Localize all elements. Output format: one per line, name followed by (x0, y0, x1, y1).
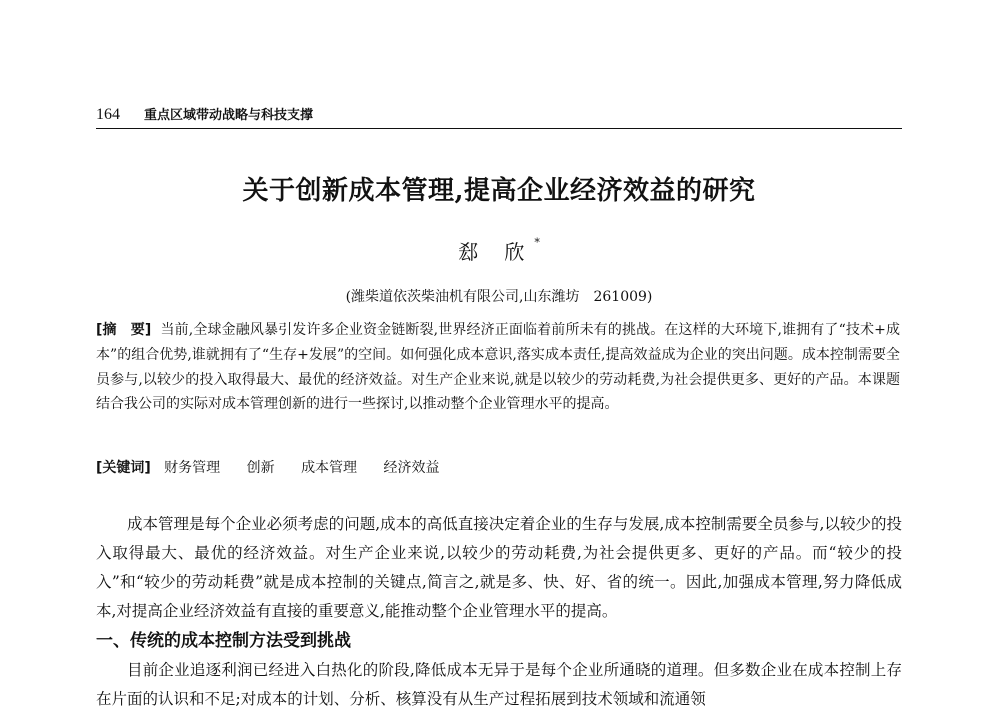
keyword: 成本管理 (301, 460, 358, 476)
page-number: 164 (96, 106, 120, 123)
author-name: 郄 欣 (458, 240, 535, 264)
header-rule (96, 128, 902, 129)
abstract (96, 318, 900, 417)
article-title: 关于创新成本管理,提高企业经济效益的研究 (242, 176, 756, 206)
author-line (96, 236, 902, 265)
keyword: 经济效益 (383, 460, 440, 476)
abstract-label: [摘 要] (96, 322, 152, 338)
keywords (96, 456, 900, 480)
body-paragraph: 目前企业追逐利润已经进入白热化的阶段,降低成本无异于是每个企业所通晓的道理。但多数企业在成本控制上存在片面的认识和不足;对成本的计划、分析、核算没有从生产过程拓展到技术领域和流通领 (96, 661, 902, 708)
keyword: 创新 (246, 460, 275, 476)
running-header (96, 104, 900, 124)
author-footnote-mark: * (534, 236, 540, 249)
abstract-text: 当前,全球金融风暴引发许多企业资金链断裂,世界经济正面临着前所未有的挑战。在这样的大环境下,谁拥有了“技术+成本”的组合优势,谁就拥有了“生存+发展”的空间。如何强化成本意识,落实成本责任,提高效益成为企业的突出问题。成本控制需要全员参与,以较少的投入取得最大、最优的经济效益。对生产企业来说,就是以较少的劳动耗费,为社会提供更多、更好的产品。本课题结合我公司的实际对成本管理创新的进行一些探讨,以推动整个企业管理水平的提高。 (96, 322, 900, 413)
keyword: 财务管理 (164, 460, 221, 476)
author-affiliation: (潍柴道依茨柴油机有限公司,山东潍坊 261009) (345, 289, 653, 305)
keywords-label: [关键词] (96, 460, 151, 476)
body-paragraph: 成本管理是每个企业必须考虑的问题,成本的高低直接决定着企业的生存与发展,成本控制需要全员参与,以较少的投入取得最大、最优的经济效益。对生产企业来说,以较少的劳动耗费,为社会提供更多、更好的产品。而“较少的投入”和“较少的劳动耗费”就是成本控制的关键点,简言之,就是多、快、好、省的统一。因此,加强成本管理,努力降低成本,对提高企业经济效益有直接的重要意义,能推动整个企业管理水平的提高。 (96, 515, 902, 620)
journal-title: 重点区域带动战略与科技支撑 (144, 108, 314, 123)
section-heading: 一、传统的成本控制方法受到挑战 (96, 631, 351, 651)
